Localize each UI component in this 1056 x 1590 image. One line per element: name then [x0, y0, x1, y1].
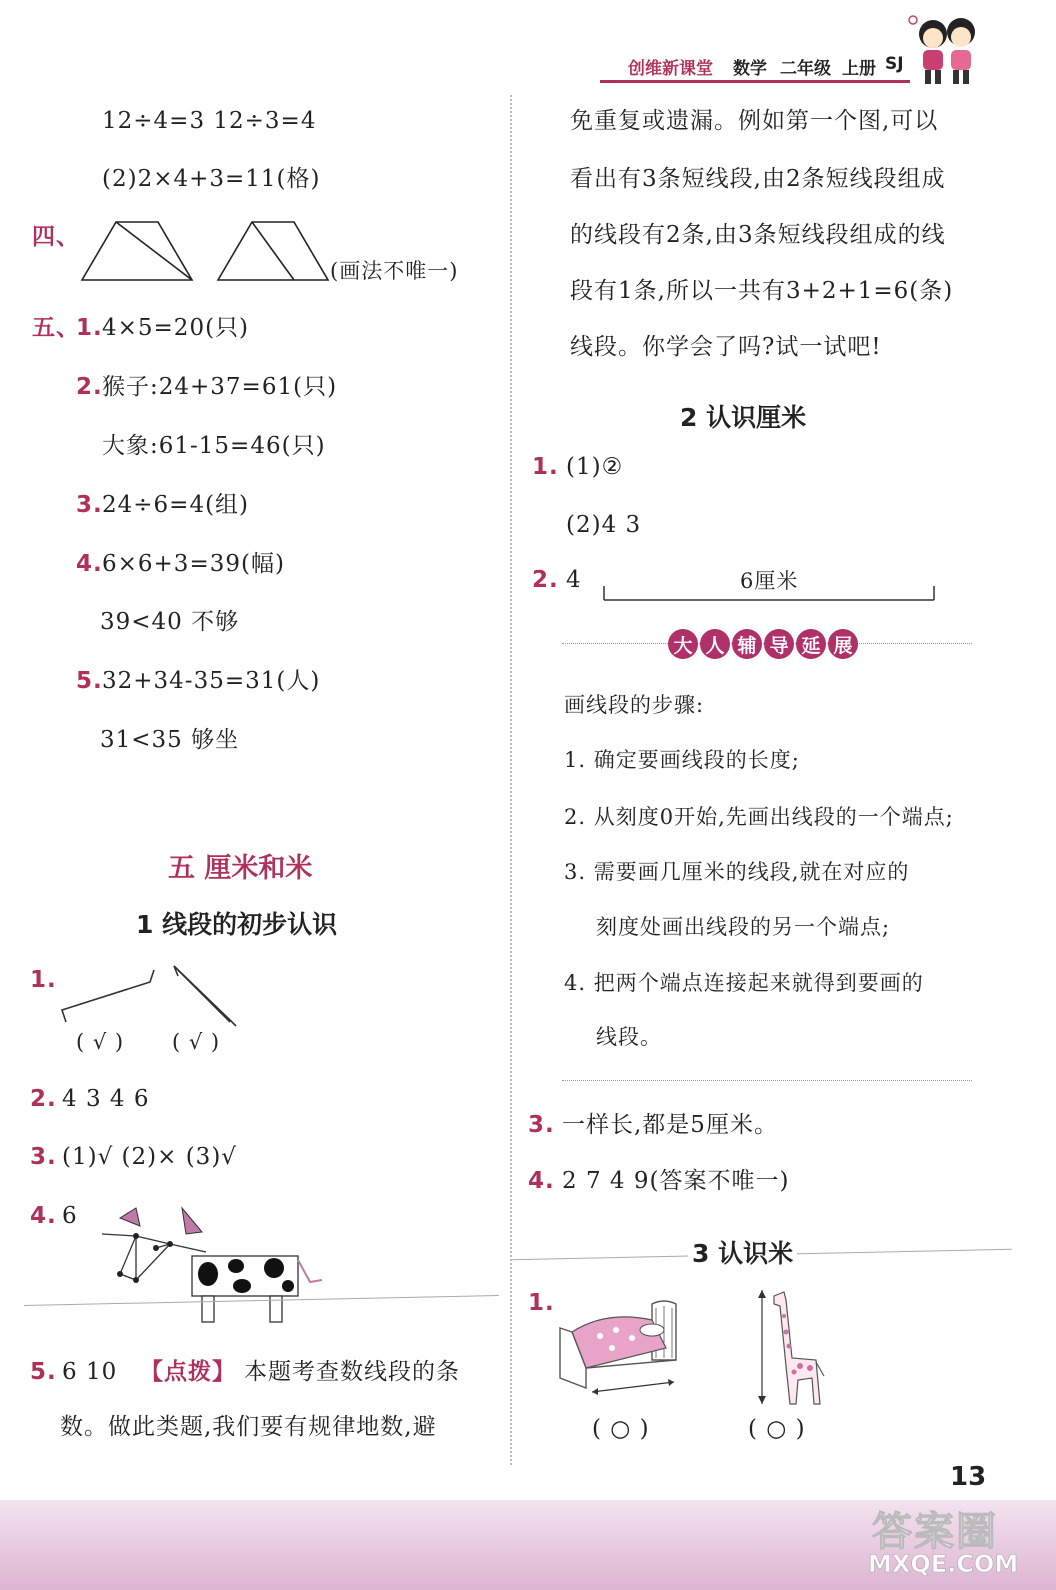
q5-4-num: 4.: [76, 551, 103, 577]
b3-num: 3.: [528, 1112, 555, 1138]
segment-label: 6厘米: [740, 569, 799, 593]
step-1: 1. 确定要画线段的长度;: [564, 748, 800, 772]
watermark: 答案圈: [872, 1509, 998, 1555]
q5-5-text: 32+34-35=31(人): [102, 668, 321, 694]
bed-drawing: [556, 1298, 686, 1402]
b4-text: 2 7 4 9(答案不唯一): [562, 1168, 790, 1194]
c1-num: 1.: [528, 1290, 555, 1316]
a2-text: 4 3 4 6: [62, 1086, 150, 1112]
b4-num: 4.: [528, 1168, 555, 1194]
volume: 上册: [842, 59, 876, 79]
q5-4-text: 6×6+3=39(幅): [102, 551, 285, 577]
tip-badge-char: 辅: [732, 629, 762, 659]
q5-5-text2: 31<35 够坐: [100, 727, 240, 753]
angle-drawings: [58, 962, 248, 1032]
grade: 二年级: [780, 59, 831, 79]
a5-text3: 数。做此类题,我们要有规律地数,避: [60, 1414, 437, 1440]
c1-mark-2: ( ○ ): [748, 1416, 806, 1442]
q5-2-num: 2.: [76, 374, 103, 400]
watermark-url: MXQE.COM: [868, 1550, 1019, 1578]
page-number: 13: [950, 1462, 987, 1492]
q4-label: 四、: [32, 224, 80, 250]
right-p2: 看出有3条短线段,由2条短线段组成: [570, 166, 946, 192]
left-line-2: (2)2×4+3=11(格): [102, 166, 321, 192]
header-underline: [600, 80, 910, 83]
b1-num: 1.: [532, 454, 559, 480]
a1-mark-2: ( √ ): [172, 1030, 221, 1054]
a5-num: 5.: [30, 1359, 57, 1385]
tip-separator-bottom: [562, 1080, 972, 1081]
a3-text: (1)√ (2)× (3)√: [62, 1144, 237, 1170]
q5-4-text2: 39<40 不够: [100, 609, 240, 635]
a5-tip: 【点拨】: [140, 1359, 236, 1385]
step-4: 4. 把两个端点连接起来就得到要画的: [564, 971, 924, 995]
step-2: 2. 从刻度0开始,先画出线段的一个端点;: [564, 805, 954, 829]
mascot-kids-icon: [905, 10, 990, 90]
tip-badge-char: 展: [828, 629, 858, 659]
right-p1: 免重复或遗漏。例如第一个图,可以: [570, 108, 939, 134]
q5-5-num: 5.: [76, 668, 103, 694]
step-3: 3. 需要画几厘米的线段,就在对应的: [564, 860, 910, 884]
right-p4: 段有1条,所以一共有3+2+1=6(条): [570, 278, 954, 304]
q5-2-text2: 大象:61-15=46(只): [102, 433, 326, 459]
a5-text: 6 10: [62, 1359, 118, 1385]
right-p5: 线段。你学会了吗?试一试吧!: [570, 334, 882, 360]
q5-label: 五、: [32, 315, 80, 341]
b3-text: 一样长,都是5厘米。: [562, 1112, 778, 1138]
q5-1-num: 1.: [76, 315, 103, 341]
a4-text: 6: [62, 1203, 78, 1229]
a3-num: 3.: [30, 1144, 57, 1170]
giraffe-drawing: [752, 1286, 832, 1412]
q5-2-text: 猴子:24+37=61(只): [102, 374, 338, 400]
b1-text2: (2)4 3: [566, 512, 642, 538]
q4-note: (画法不唯一): [330, 259, 459, 283]
trapezoid-drawing-1: [78, 218, 196, 284]
a4-num: 4.: [30, 1203, 57, 1229]
q5-1-text: 4×5=20(只): [102, 315, 250, 341]
unit-title: 五 厘米和米: [168, 853, 313, 884]
a2-num: 2.: [30, 1086, 57, 1112]
q5-3-text: 24÷6=4(组): [102, 492, 250, 518]
tip-badge-char: 大: [668, 629, 698, 659]
tip-badge-char: 延: [796, 629, 826, 659]
edition: SJ: [885, 54, 904, 74]
tip-badge-char: 人: [700, 629, 730, 659]
b2-num: 2.: [532, 567, 559, 593]
step-4b: 线段。: [596, 1025, 662, 1049]
subject: 数学: [733, 59, 767, 79]
b1-text: (1)②: [566, 454, 624, 480]
lesson2-title: 2 认识厘米: [680, 403, 807, 432]
q5-3-num: 3.: [76, 492, 103, 518]
c1-mark-1: ( ○ ): [592, 1416, 650, 1442]
tip-badge-char: 导: [764, 629, 794, 659]
b2-text: 4: [566, 567, 582, 593]
a5-text2: 本题考查数线段的条: [244, 1359, 460, 1385]
brand: 创维新课堂: [628, 59, 713, 79]
a1-num: 1.: [30, 967, 57, 993]
lesson1-title: 1 线段的初步认识: [136, 910, 338, 939]
a1-mark-1: ( √ ): [76, 1030, 125, 1054]
steps-title: 画线段的步骤:: [564, 693, 705, 717]
trapezoid-drawing-2: [214, 218, 332, 284]
step-3b: 刻度处画出线段的另一个端点;: [596, 915, 891, 939]
cow-drawing: [96, 1200, 331, 1330]
left-line-1: 12÷4=3 12÷3=4: [102, 108, 317, 134]
right-p3: 的线段有2条,由3条短线段组成的线: [570, 222, 946, 248]
tip-badge: [668, 629, 858, 659]
lesson3-title: 3 认识米: [688, 1234, 797, 1270]
segment-drawing: [600, 584, 940, 604]
